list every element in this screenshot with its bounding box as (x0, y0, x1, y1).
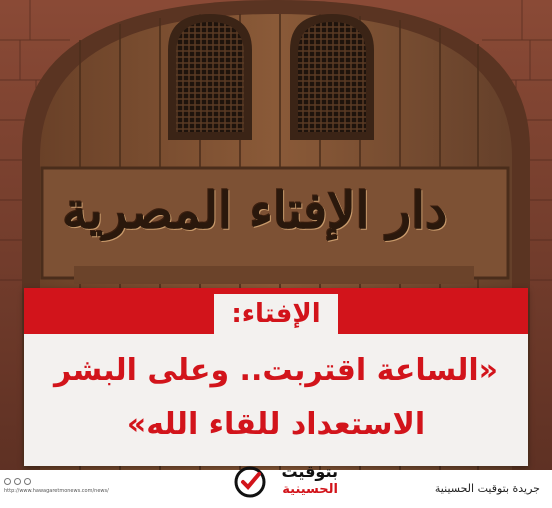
publisher-name: جريدة بتوقيت الحسينية (434, 482, 540, 495)
brand-logo (226, 456, 344, 508)
quote-line-1: «الساعة اقتربت.. وعلى البشر (53, 353, 499, 388)
carved-inscription: دار الإفتاء المصرية (62, 180, 448, 240)
headline-label: الإفتاء: (214, 294, 338, 334)
footer-url[interactable]: http://www.hawagaretmonews.com/news/ (4, 488, 109, 494)
facebook-icon[interactable] (4, 478, 11, 485)
instagram-icon[interactable] (24, 478, 31, 485)
quote-line-2: الاستعداد للقاء الله» (126, 407, 426, 442)
headline-quote (32, 344, 520, 452)
headline-card (24, 288, 528, 466)
twitter-icon[interactable] (14, 478, 21, 485)
logo-sub-text: الحسينية (282, 482, 338, 497)
clock-check-icon (232, 464, 268, 500)
footer-social (4, 478, 154, 500)
logo-main-text: بتوقيت (281, 462, 338, 481)
